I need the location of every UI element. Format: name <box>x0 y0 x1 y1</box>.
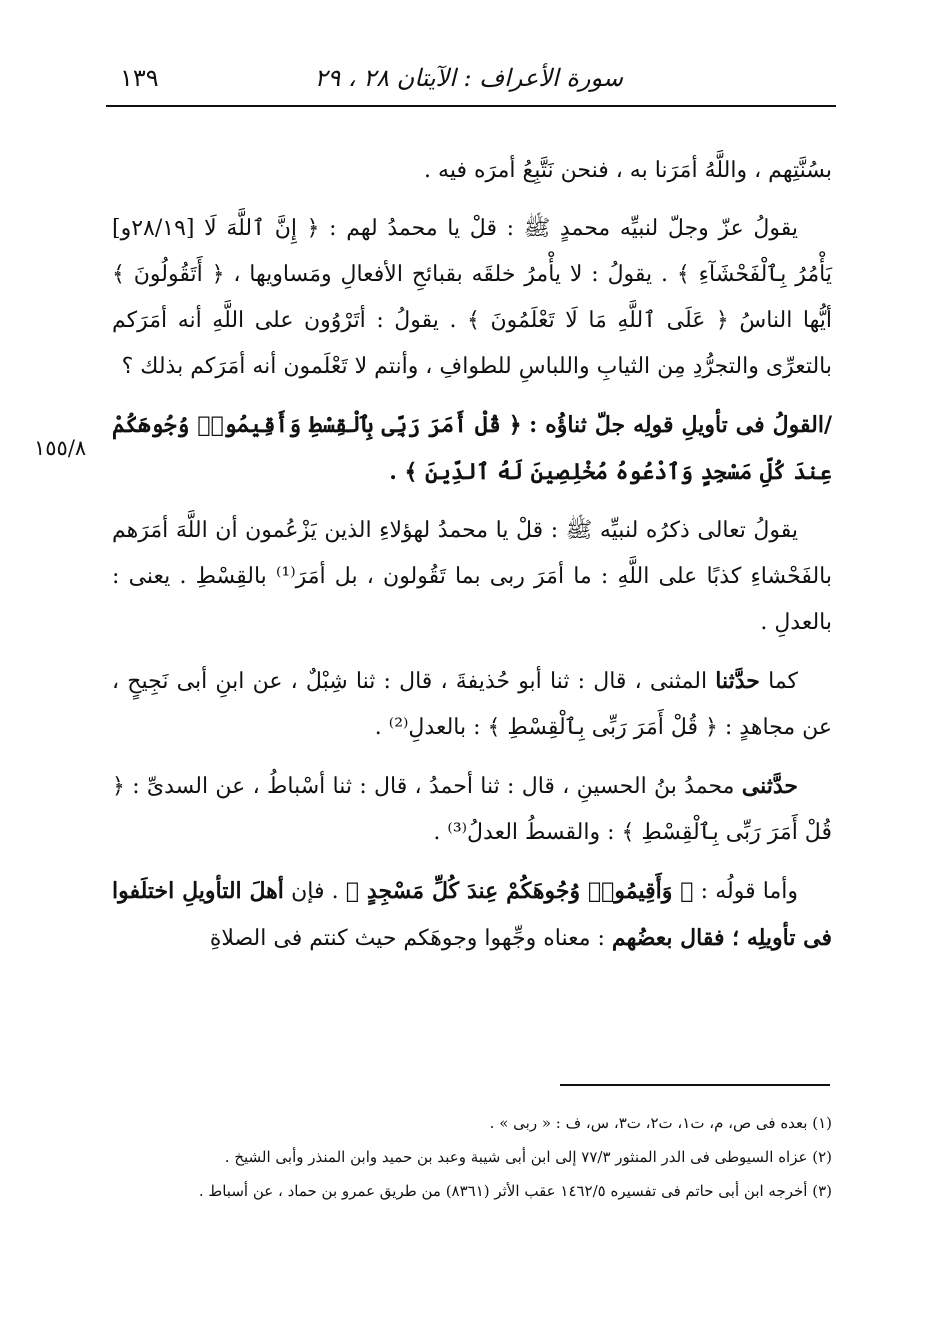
p5-text: المثنى ، قال : ثنا أبو حُذيفةَ ، قال : ثنا شِبْلٌ ، عن ابنِ أبى نَجِيحٍ ، عن مجاهدٍ : ﴿ قُلْ أَمَرَ رَبِّى بِٱلْقِسْطِ ﴾ : بالعدلِ⁽²⁾ . <box>112 669 832 740</box>
footnote-rule <box>560 1084 830 1086</box>
paragraph-4: يقولُ تعالى ذكرُه لنبيِّه ﷺ : قلْ يا محمدُ لهؤلاءِ الذين يَزْعُمون أن اللَّهَ أمَرَهم بالفَحْشاءِ كذبًا على اللَّهِ : ما أمَرَ ربى بما تَقُولون ، بل أمَرَ⁽¹⁾ بالقِسْطِ . يعنى : بالعدلِ . <box>112 518 832 635</box>
margin-reference: ١٥٥/٨ <box>34 436 87 460</box>
page-number: ١٣٩ <box>120 64 159 92</box>
running-header <box>108 62 833 100</box>
paragraph-5 <box>112 658 832 751</box>
paragraph-1: بسُنَّتِهم ، واللَّهُ أمَرَنا به ، فنحن نَتَّبِعُ أمرَه فيه . <box>424 158 832 183</box>
p5-narration-word: حدَّثنا <box>715 668 760 694</box>
header-rule <box>106 105 836 107</box>
p6-text: محمدُ بنُ الحسينِ ، قال : ثنا أحمدُ ، قال : ثنا أسْباطُ ، عن السدىِّ : ﴿ قُلْ أَمَرَ رَبِّى بِٱلْقِسْطِ ﴾ : والقسطُ العدلُ⁽³⁾ . <box>112 774 832 845</box>
footnote-2: (٢) عزاه السيوطى فى الدر المنثور ٧٧/٣ إلى ابن أبى شيبة وعبد بن حميد وابن المنذر وأبى الشيخ . <box>224 1148 832 1166</box>
paragraph-7 <box>112 868 832 962</box>
p7-bold-text: أهلَ التأويلِ اختلَفوا فى تأويلِه ؛ فقال بعضُهم <box>112 878 832 951</box>
p7-mid: . فإن <box>291 879 339 904</box>
footnote-3: (٣) أخرجه ابن أبى حاتم فى تفسيره ١٤٦٢/٥ عقب الأثر (٨٣٦١) من طريق عمرو بن حماد ، عن أسباط . <box>198 1182 832 1200</box>
main-text <box>112 148 832 974</box>
p5-lead: كما <box>768 669 799 694</box>
section-heading: /القولُ فى تأويلِ قولِه جلّ ثناؤُه : <box>529 412 832 438</box>
surah-title: سورة الأعراف : الآيتان ٢٨ ، ٢٩ <box>314 64 623 92</box>
paragraph-3 <box>112 402 832 496</box>
p7-lead: وأما قولُه : <box>700 879 799 904</box>
paragraph-6 <box>112 763 832 856</box>
p7-verse: ﴿ وَأَقِيمُوا۟ وُجُوهَكُمْ عِندَ كُلِّ مَسْجِدٍ ﴾ <box>345 878 694 904</box>
footnotes <box>112 1108 832 1210</box>
p6-narration-word: حدَّثنى <box>741 773 798 799</box>
p7-text: : معناه وجِّهوا وجوهَكم حيث كنتم فى الصلاةِ <box>209 926 605 951</box>
paragraph-2: يقولُ عزّ وجلّ لنبيِّه محمدٍ ﷺ : قلْ يا محمدُ لهم : ﴿ إِنَّ ٱللَّهَ لَا [٢٨/١٩و] يَأْمُرُ بِٱلْفَحْشَآءِ ﴾ . يقولُ : لا يأْمرُ خلقَه بقبائحِ الأفعالِ ومَساويها ، ﴿ أَتَقُولُونَ ﴾ أيُّها الناسُ ﴿ عَلَى ٱللَّهِ مَا لَا تَعْلَمُونَ ﴾ . يقولُ : أتَرْوُون على اللَّهِ أنه أمَرَكم بالتعرِّى والتجرُّدِ مِن الثيابِ واللباسِ للطوافِ ، وأنتم لا تَعْلَمون أنه أمَرَكم بذلك ؟ <box>112 216 832 379</box>
quran-verse: ﴿ قُلْ أَمَرَ رَبِّى بِٱلْقِسْطِ وَأَقِيمُوا۟ وُجُوهَكُمْ عِندَ كُلِّ مَسْجِدٍ وَٱدْعُوهُ مُخْلِصِينَ لَهُ ٱلدِّينَ ﴾ . <box>112 412 832 485</box>
footnote-1: (١) بعده فى ص، م، ت١، ت٢، ت٣، س، ف : « ربى » . <box>489 1114 832 1132</box>
